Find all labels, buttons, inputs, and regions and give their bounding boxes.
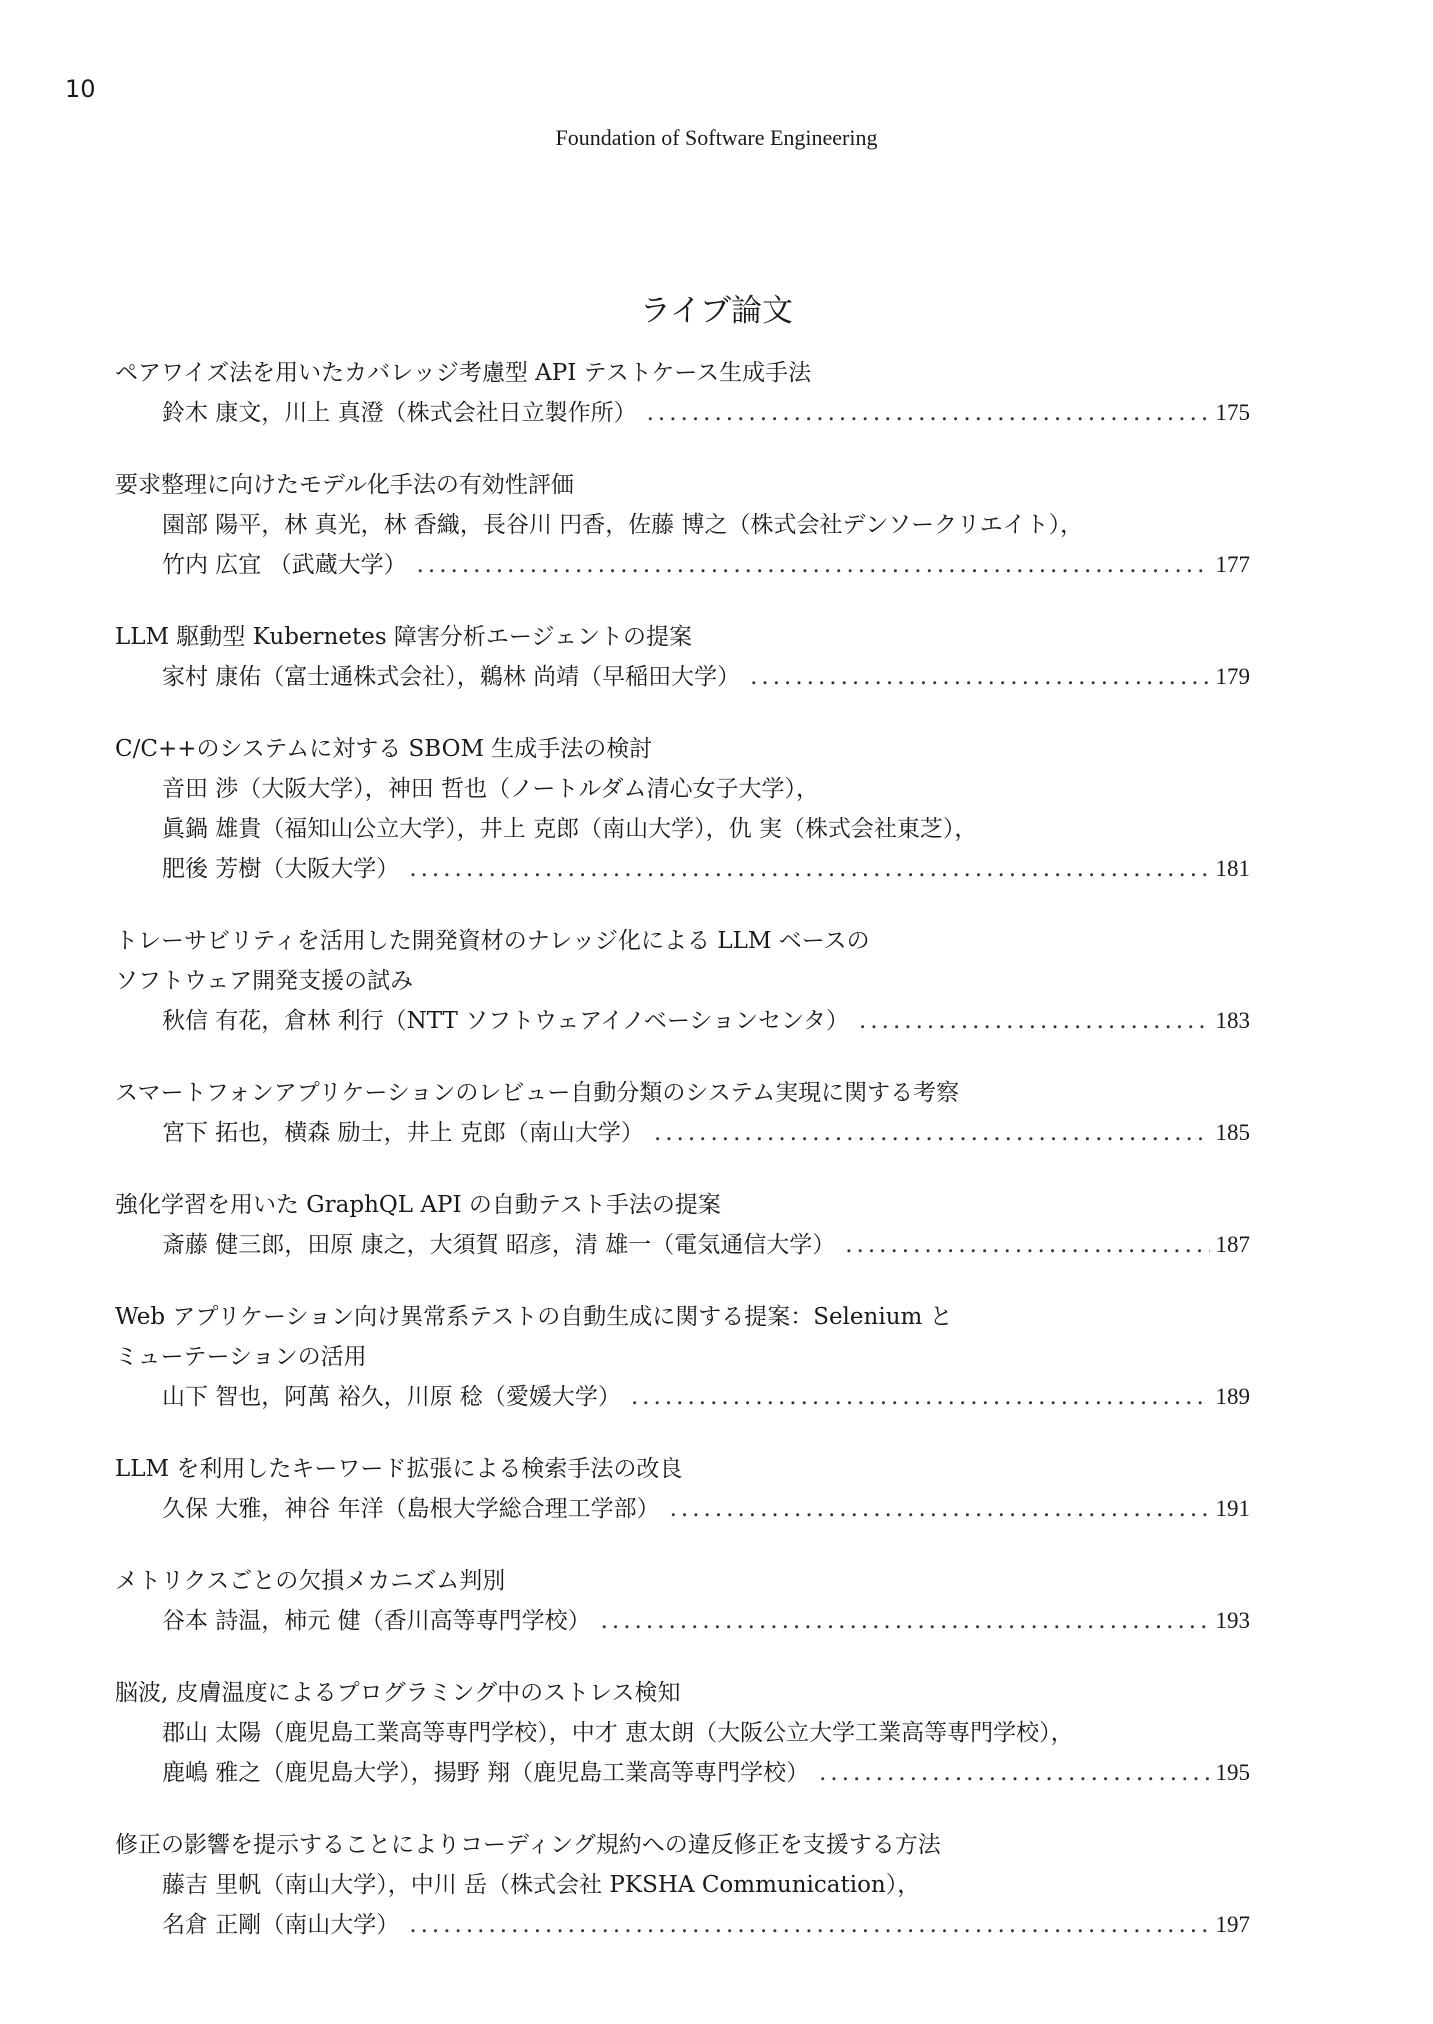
entry-authors: 名倉 正剛（南山大学）	[162, 1912, 400, 1938]
entry-authors-row	[115, 1225, 1250, 1265]
dot-leader	[409, 849, 1209, 889]
entry-page-number: 181	[1215, 856, 1250, 881]
entry-authors: 眞鍋 雄貴（福知山公立大学），井上 克郎（南山大学），仇 実（株式会社東芝），	[162, 816, 978, 842]
entry-title: ペアワイズ法を用いたカバレッジ考慮型 API テストケース生成手法	[115, 360, 812, 386]
entry-page-number: 189	[1215, 1384, 1250, 1409]
dot-leader	[647, 393, 1210, 433]
toc-entry	[115, 1185, 1250, 1265]
entry-page-number: 183	[1215, 1008, 1250, 1033]
entry-authors: 藤吉 里帆（南山大学），中川 岳（株式会社 PKSHA Communication），	[162, 1872, 921, 1898]
entry-authors: 鹿嶋 雅之（鹿児島大学），揚野 翔（鹿児島工業高等専門学校）	[162, 1760, 810, 1786]
entry-authors: 鈴木 康文，川上 真澄（株式会社日立製作所）	[162, 400, 637, 426]
entry-authors: 谷本 詩温，柿元 健（香川高等専門学校）	[162, 1608, 591, 1634]
dot-leader	[631, 1377, 1210, 1417]
entry-authors: 斎藤 健三郎，田原 康之，大須賀 昭彦，清 雄一（電気通信大学）	[162, 1232, 836, 1258]
entry-page-number: 179	[1215, 664, 1250, 689]
entry-authors: 肥後 芳樹（大阪大学）	[162, 856, 400, 882]
entry-authors-row	[115, 1113, 1250, 1153]
dot-leader	[750, 657, 1209, 697]
entry-authors-row	[115, 657, 1250, 697]
dot-leader	[654, 1113, 1210, 1153]
entry-title: スマートフォンアプリケーションのレビュー自動分類のシステム実現に関する考察	[115, 1080, 960, 1106]
section-title: ライブ論文	[639, 293, 794, 329]
entry-title: トレーサビリティを活用した開発資材のナレッジ化による LLM ベースの	[115, 928, 870, 954]
entry-authors-row	[115, 1489, 1250, 1529]
entry-title: メトリクスごとの欠損メカニズム判別	[115, 1568, 506, 1594]
entry-authors-row	[115, 1753, 1250, 1793]
entry-title: C/C++のシステムに対する SBOM 生成手法の検討	[115, 736, 653, 762]
entry-page-number: 197	[1215, 1912, 1250, 1937]
page-number: 10	[65, 75, 96, 103]
dot-leader	[601, 1601, 1210, 1641]
entry-title: 要求整理に向けたモデル化手法の有効性評価	[115, 472, 574, 498]
toc-entry	[115, 465, 1250, 585]
entry-authors-row	[115, 545, 1250, 585]
entry-title: LLM を利用したキーワード拡張による検索手法の改良	[115, 1456, 683, 1482]
entry-authors-row	[115, 1905, 1250, 1945]
entry-authors: 竹内 広宜 （武蔵大学）	[162, 552, 407, 578]
entry-authors-row	[115, 849, 1250, 889]
entry-authors-row	[115, 1377, 1250, 1417]
toc-entry	[115, 1825, 1250, 1945]
entry-page-number: 195	[1215, 1760, 1250, 1785]
dot-leader	[670, 1489, 1210, 1529]
entry-authors: 宮下 拓也，横森 励士，井上 克郎（南山大学）	[162, 1120, 644, 1146]
entry-title: LLM 駆動型 Kubernetes 障害分析エージェントの提案	[115, 624, 693, 650]
toc-entry	[115, 353, 1250, 433]
table-of-contents	[115, 353, 1250, 1977]
toc-entry	[115, 1673, 1250, 1793]
toc-entry	[115, 1449, 1250, 1529]
entry-title: 脳波, 皮膚温度によるプログラミング中のストレス検知	[115, 1680, 681, 1706]
running-header: Foundation of Software Engineering	[555, 125, 878, 150]
entry-page-number: 187	[1215, 1232, 1250, 1257]
entry-title: ソフトウェア開発支援の試み	[115, 968, 414, 994]
toc-entry	[115, 921, 1250, 1041]
entry-authors: 山下 智也，阿萬 裕久，川原 稔（愛媛大学）	[162, 1384, 621, 1410]
entry-title: 修正の影響を提示することによりコーディング規約への違反修正を支援する方法	[115, 1832, 941, 1858]
dot-leader	[819, 1753, 1209, 1793]
entry-authors: 音田 渉（大阪大学），神田 哲也（ノートルダム清心女子大学），	[162, 776, 820, 802]
toc-entry	[115, 617, 1250, 697]
entry-title: 強化学習を用いた GraphQL API の自動テスト手法の提案	[115, 1192, 721, 1218]
entry-authors: 園部 陽平，林 真光，林 香織，長谷川 円香，佐藤 博之（株式会社デンソークリエイト），	[162, 512, 1084, 538]
toc-entry	[115, 729, 1250, 889]
entry-page-number: 175	[1215, 400, 1250, 425]
toc-entry	[115, 1297, 1250, 1417]
entry-authors-row	[115, 1001, 1250, 1041]
entry-authors-row	[115, 1601, 1250, 1641]
entry-authors: 秋信 有花，倉林 利行（NTT ソフトウェアイノベーションセンタ）	[162, 1008, 850, 1034]
entry-authors: 郡山 太陽（鹿児島工業高等専門学校），中才 恵太朗（大阪公立大学工業高等専門学校），	[162, 1720, 1074, 1746]
entry-page-number: 185	[1215, 1120, 1250, 1145]
dot-leader	[409, 1905, 1209, 1945]
entry-page-number: 177	[1215, 552, 1250, 577]
toc-entry	[115, 1561, 1250, 1641]
toc-entry	[115, 1073, 1250, 1153]
entry-title: Web アプリケーション向け異常系テストの自動生成に関する提案：Selenium と	[115, 1304, 953, 1330]
entry-authors: 久保 大雅，神谷 年洋（島根大学総合理工学部）	[162, 1496, 660, 1522]
entry-authors: 家村 康佑（富士通株式会社），鵜林 尚靖（早稲田大学）	[162, 664, 741, 690]
entry-title: ミューテーションの活用	[115, 1344, 367, 1370]
entry-authors-row	[115, 393, 1250, 433]
entry-page-number: 191	[1215, 1496, 1250, 1521]
dot-leader	[417, 545, 1210, 585]
entry-page-number: 193	[1215, 1608, 1250, 1633]
dot-leader	[845, 1225, 1209, 1265]
dot-leader	[859, 1001, 1209, 1041]
